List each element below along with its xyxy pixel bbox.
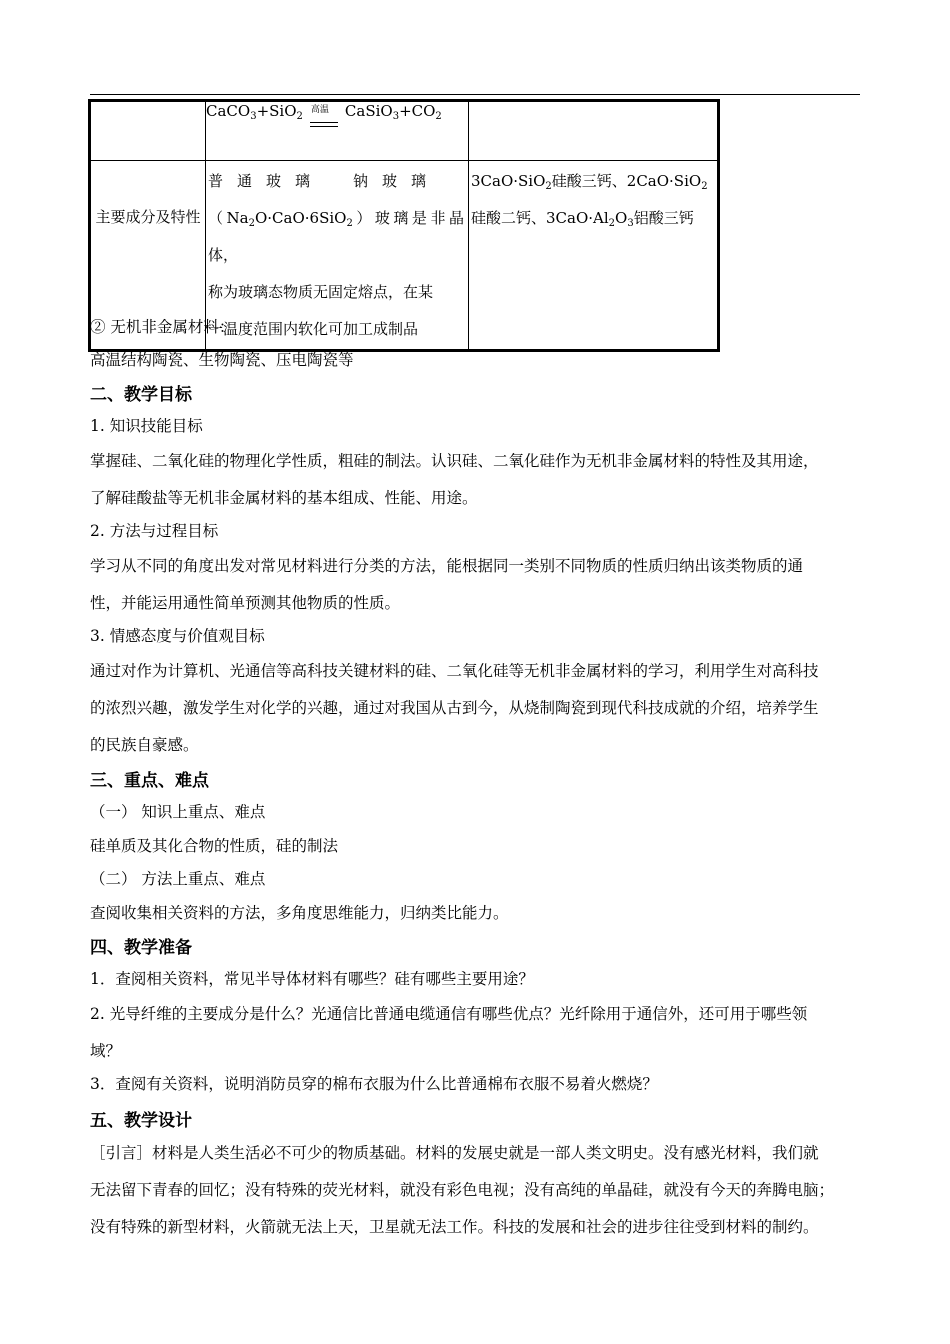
paragraph: 通过对作为计算机、光通信等高科技关键材料的硅、二氧化硅等无机非金属材料的学习，利用学生对高科技 <box>90 662 819 680</box>
paragraph: （二） 方法上重点、难点 <box>90 870 266 888</box>
paragraph: 掌握硅、二氧化硅的物理化学性质，粗硅的制法。认识硅、二氧化硅作为无机非金属材料的特性及其用途， <box>90 452 819 470</box>
paragraph: 1. 知识技能目标 <box>90 417 203 435</box>
paragraph: 2. 方法与过程目标 <box>90 522 219 540</box>
paragraph: 没有特殊的新型材料，火箭就无法上天，卫星就无法工作。科技的发展和社会的进步往往受到材料的制约。 <box>90 1218 819 1236</box>
table-row <box>90 101 719 161</box>
table-cell-empty <box>469 101 719 161</box>
paragraph: ② 无机非金属材料： <box>90 318 235 336</box>
paragraph: 了解硅酸盐等无机非金属材料的基本组成、性能、用途。 <box>90 489 478 507</box>
paragraph: 域？ <box>90 1042 122 1060</box>
section-heading: 二、教学目标 <box>90 385 192 405</box>
section-heading: 五、教学设计 <box>90 1111 192 1131</box>
glass-description: 普通玻璃 钠玻璃 $(Na_2O\cdot CaO\cdot 6SiO_2)$玻璃是非晶体， 称为玻璃态物质无固定熔点，在某 一温度范围内软化可加工成制品 <box>206 161 469 351</box>
table-cell-empty <box>90 101 206 161</box>
paragraph: ［引言］材料是人类生活必不可少的物质基础。材料的发展史就是一部人类文明史。没有感光材料，我们就 <box>90 1144 819 1162</box>
reaction-equation: CaCO$_3$+SiO$_2$ 高温 $CaSiO_3+CO_2$ <box>206 101 469 161</box>
paragraph: （一） 知识上重点、难点 <box>90 803 266 821</box>
header-rule <box>90 94 860 95</box>
paragraph: 查阅收集相关资料的方法，多角度思维能力，归纳类比能力。 <box>90 904 509 922</box>
cement-description: 3CaO·SiO$_2$硅酸三钙、2CaO·SiO$_2$ 硅酸二钙、$3CaO\cdot Al_2O_3$铝酸三钙 <box>469 161 719 351</box>
high-temperature-condition: 高温 <box>305 102 343 124</box>
paragraph: 硅单质及其化合物的性质，硅的制法 <box>90 837 339 855</box>
row-label: 主要成分及特性 <box>90 161 206 351</box>
paragraph: 的浓烈兴趣，激发学生对化学的兴趣，通过对我国从古到今，从烧制陶瓷到现代科技成就的介绍，培养学生 <box>90 699 819 717</box>
paragraph: 高温结构陶瓷、生物陶瓷、压电陶瓷等 <box>90 351 354 369</box>
paragraph: 3. 情感态度与价值观目标 <box>90 627 265 645</box>
paragraph: 无法留下青春的回忆；没有特殊的荧光材料，就没有彩色电视；没有高纯的单晶硅，就没有今天的奔腾电脑； <box>90 1181 835 1199</box>
paragraph: 1．查阅相关资料，常见半导体材料有哪些？硅有哪些主要用途？ <box>90 970 534 988</box>
paragraph: 性，并能运用通性简单预测其他物质的性质。 <box>90 594 401 612</box>
paragraph: 学习从不同的角度出发对常见材料进行分类的方法，能根据同一类别不同物质的性质归纳出该类物质的通 <box>90 557 804 575</box>
section-heading: 三、重点、难点 <box>90 771 209 791</box>
paragraph: 3．查阅有关资料，说明消防员穿的棉布衣服为什么比普通棉布衣服不易着火燃烧？ <box>90 1075 658 1093</box>
paragraph: 2. 光导纤维的主要成分是什么？光通信比普通电缆通信有哪些优点？光纤除用于通信外，还可用于哪些领 <box>90 1005 808 1023</box>
paragraph: 的民族自豪感。 <box>90 736 199 754</box>
section-heading: 四、教学准备 <box>90 938 192 958</box>
